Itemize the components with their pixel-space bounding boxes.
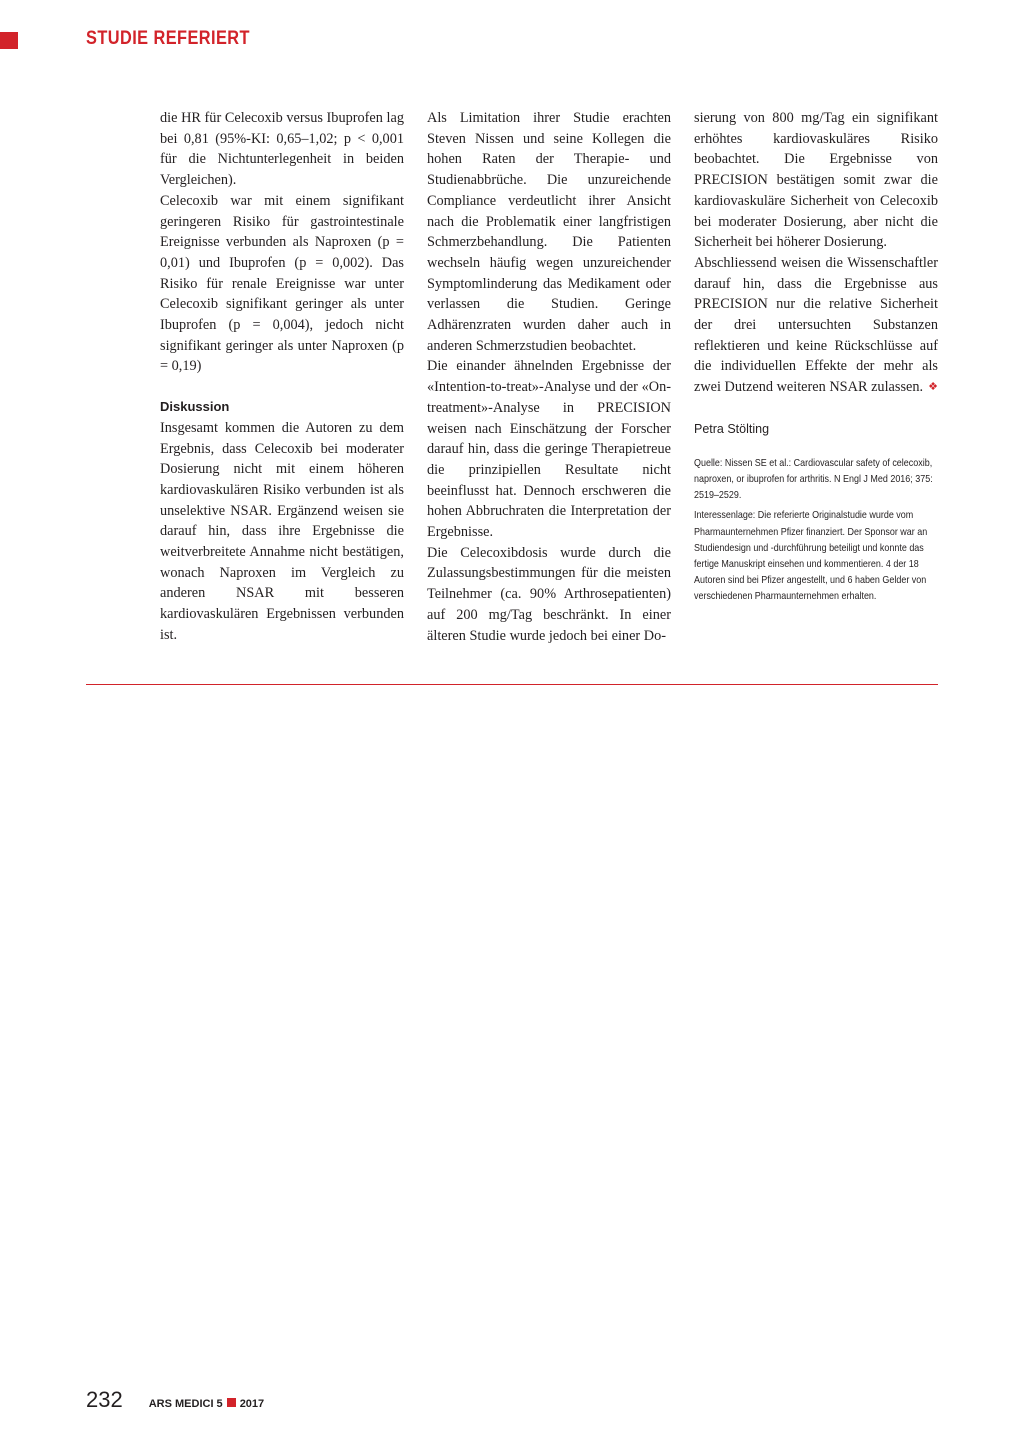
paragraph-text: Abschliessend weisen die Wissenschaftler darauf hin, dass die Ergebnisse aus PRECISION nur die relative Sicherheit der drei untersuchten Substanzen reflektieren und keine Rückschlüsse auf die individuellen Effekte der mehr als zwei Dutzend weiteren NSAR zulassen. xyxy=(694,254,938,396)
page-number: 232 xyxy=(86,1387,123,1412)
journal-name: ARS MEDICI 5 xyxy=(148,1398,223,1410)
paragraph: die HR für Celecoxib versus Ibuprofen lag bei 0,81 (95%-KI: 0,65–1,02; p < 0,001 für die Nichtunterlegenheit in beiden Vergleichen). xyxy=(160,110,404,189)
paragraph: Als Limitation ihrer Studie erachten Steven Nissen und seine Kollegen die hohen Raten der Therapie- und Studienabbrüche. Die unzureichende Compliance verdeutlicht ihrer Ansicht nach die Problematik einer langfristigen Schmerzbehandlung. Die Patienten wechseln häufig wegen unzureichender Symptomlinderung das Medikament oder verlassen die Studien. Geringe Adhärenzraten wurden daher auch in anderen Schmerzstudien beobachtet. xyxy=(427,110,671,354)
paragraph: sierung von 800 mg/Tag ein signifikant erhöhtes kardiovaskuläres Risiko beobachtet. Die Ergebnisse von PRECISION bestätigen somit zwar die kardiovaskuläre Sicherheit von Celecoxib bei moderater Dosierung, aber nicht die Sicherheit bei höherer Dosierung. xyxy=(694,110,938,251)
author: Petra Stölting xyxy=(694,421,770,436)
paragraph-closing xyxy=(694,253,938,398)
divider-line xyxy=(86,684,938,685)
paragraph-discussion: Insgesamt kommen die Autoren zu dem Ergebnis, dass Celecoxib bei moderater Dosierung nicht mit einem höheren kardiovaskulären Risiko verbunden ist als unselektive NSAR. Ergänzend weisen sie darauf hin, dass ihre Ergebnisse die weitverbreitete Annahme nicht bestätigen, wonach Naproxen im Vergleich zu anderen NSAR mit besseren kardiovaskulären Ergebnissen verbunden ist. xyxy=(160,419,404,643)
column-left xyxy=(160,108,404,646)
end-of-article-icon: ❖ xyxy=(928,381,938,394)
page-footer xyxy=(86,1387,264,1413)
issue-year: 2017 xyxy=(239,1398,265,1410)
column-middle xyxy=(427,108,671,646)
paragraph: Celecoxib war mit einem signifikant geringeren Risiko für gastrointestinale Ereignisse verbunden als Naproxen (p = 0,01) und Ibuprofen (p = 0,002). Das Risiko für renale Ereignisse war unter Celecoxib signifikant geringer als unter Ibuprofen (p = 0,004), jedoch nicht signifikant geringer als unter Naproxen (p = 0,19) xyxy=(160,192,404,375)
column-right xyxy=(694,108,938,606)
section-title: STUDIE REFERIERT xyxy=(86,28,250,49)
source-note: Quelle: Nissen SE et al.: Cardiovascular safety of celecoxib, naproxen, or ibuprofen for arthritis. N Engl J Med 2016; 375: 2519–2529. xyxy=(694,457,933,502)
paragraph: Die einander ähnelnden Ergebnisse der «Intention-to-treat»-Analyse und der «On-treatment»-Analyse in PRECISION weisen nach Einschätzung der Forscher darauf hin, dass die geringe Therapietreue die prinzipiellen Resultate nicht beeinflusst hat. Dennoch erschweren die hohen Abbruchraten die Interpretation der Ergebnisse. xyxy=(427,358,671,541)
footer-accent-square xyxy=(227,1398,236,1407)
interests-note: Interessenlage: Die referierte Originalstudie wurde vom Pharmaunternehmen Pfizer finanziert. Der Sponsor war an Studiendesign und -durchführung beteiligt und konnte das fertige Manuskript einsehen und kommentieren. 4 der 18 Autoren sind bei Pfizer angestellt, und 6 haben Gelder von verschiedenen Pharmaunternehmen erhalten. xyxy=(694,510,928,603)
subheading-discussion: Diskussion xyxy=(160,399,230,415)
paragraph: Die Celecoxibdosis wurde durch die Zulassungsbestimmungen für die meisten Teilnehmer (ca. 90% Arthrosepatienten) auf 200 mg/Tag beschränkt. In einer älteren Studie wurde jedoch bei einer Do- xyxy=(427,544,671,644)
header-accent-square xyxy=(0,32,18,49)
